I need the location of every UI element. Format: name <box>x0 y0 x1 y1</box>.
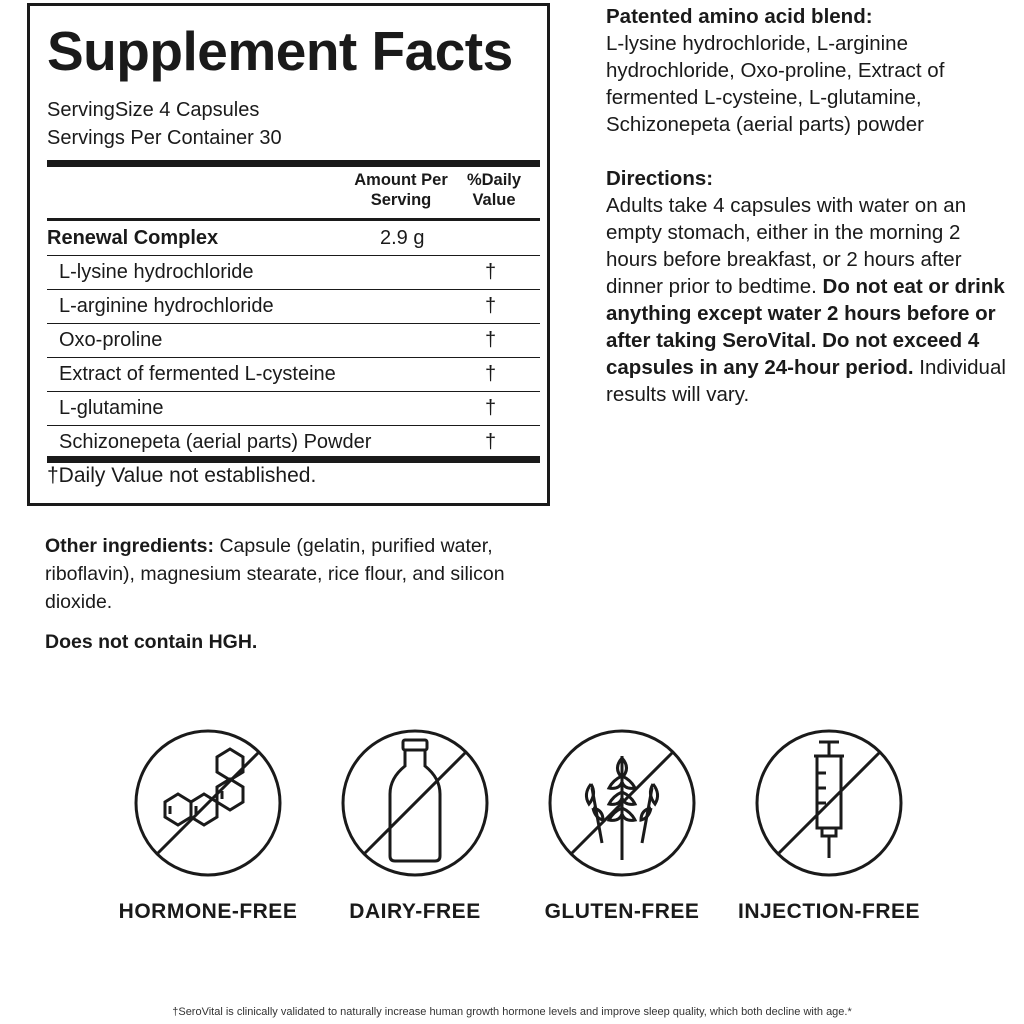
hormone-molecule-icon <box>133 728 283 878</box>
ingredient-name: Schizonepeta (aerial parts) Powder <box>59 431 372 453</box>
facts-footnote: †Daily Value not established. <box>47 464 317 487</box>
dv-header-line1: %Daily <box>466 171 522 189</box>
ingredient-row <box>47 358 540 392</box>
ingredient-row <box>47 426 540 456</box>
facts-title: Supplement Facts <box>47 20 513 82</box>
ingredient-dv: † <box>485 431 497 453</box>
badge-label: DAIRY-FREE <box>349 900 481 923</box>
directions-heading: Directions: <box>606 167 714 190</box>
directions-note: Individual results will vary. <box>606 356 1006 406</box>
ingredient-row <box>47 256 540 290</box>
thick-divider <box>47 160 540 167</box>
medium-divider <box>47 218 540 221</box>
ingredient-name: L-arginine hydrochloride <box>59 295 274 317</box>
directions-paragraph <box>606 192 1006 408</box>
ingredient-name: Oxo-proline <box>59 329 163 351</box>
badge-label: GLUTEN-FREE <box>544 900 700 923</box>
other-ingredients-label: Other ingredients: <box>45 535 215 557</box>
complex-amount: 2.9 g <box>380 227 425 249</box>
directions-warning: Do not eat or drink anything except water 2 hours before or after taking SeroVital. Do not exceed 4 capsules in any 24-hour period. <box>606 275 1005 379</box>
directions-text: Adults take 4 capsules with water on an empty stomach, either in the morning 2 hours before breakfast, or 2 hours after dinner prior to bedtime. <box>606 194 967 298</box>
serving-size: ServingSize 4 Capsules <box>47 99 260 121</box>
bottom-disclaimer: †SeroVital is clinically validated to naturally increase human growth hormone levels and improve sleep quality, which both decline with age.* <box>172 1006 852 1018</box>
servings-per-container: Servings Per Container 30 <box>47 127 282 149</box>
amount-per-serving-header <box>346 170 456 210</box>
ingredient-name: L-lysine hydrochloride <box>59 261 254 283</box>
ingredient-name: L-glutamine <box>59 397 164 419</box>
badge-label: HORMONE-FREE <box>118 900 298 923</box>
wheat-icon <box>547 728 697 878</box>
supplement-facts-panel <box>27 3 550 506</box>
syringe-icon <box>754 728 904 878</box>
complex-row <box>47 222 540 256</box>
ingredient-dv: † <box>485 363 497 385</box>
ingredient-row <box>47 290 540 324</box>
thick-divider-bottom <box>47 456 540 463</box>
right-column-text <box>606 3 1006 408</box>
complex-name: Renewal Complex <box>47 227 219 249</box>
other-ingredients-text: Capsule (gelatin, purified water, riboflavin), magnesium stearate, rice flour, and silicon dioxide. <box>45 535 505 613</box>
ingredient-row <box>47 392 540 426</box>
ingredient-dv: † <box>485 295 497 317</box>
ingredient-dv: † <box>485 329 497 351</box>
amount-header-line1: Amount Per <box>354 171 448 189</box>
blend-heading: Patented amino acid blend: <box>606 5 873 28</box>
blend-text: L-lysine hydrochloride, L-arginine hydrochloride, Oxo-proline, Extract of fermented L-cysteine, L-glutamine, Schizonepeta (aerial parts) powder <box>606 32 945 136</box>
milk-bottle-icon <box>340 728 490 878</box>
other-ingredients-block <box>45 532 515 656</box>
amount-header-line2: Serving <box>370 191 432 209</box>
ingredient-dv: † <box>485 397 497 419</box>
ingredient-name: Extract of fermented L-cysteine <box>59 363 336 385</box>
badge-label: INJECTION-FREE <box>737 900 920 923</box>
daily-value-header <box>458 170 530 210</box>
ingredient-row <box>47 324 540 358</box>
ingredient-dv: † <box>485 261 497 283</box>
dv-header-line2: Value <box>472 191 516 209</box>
hgh-statement: Does not contain HGH. <box>45 631 258 653</box>
